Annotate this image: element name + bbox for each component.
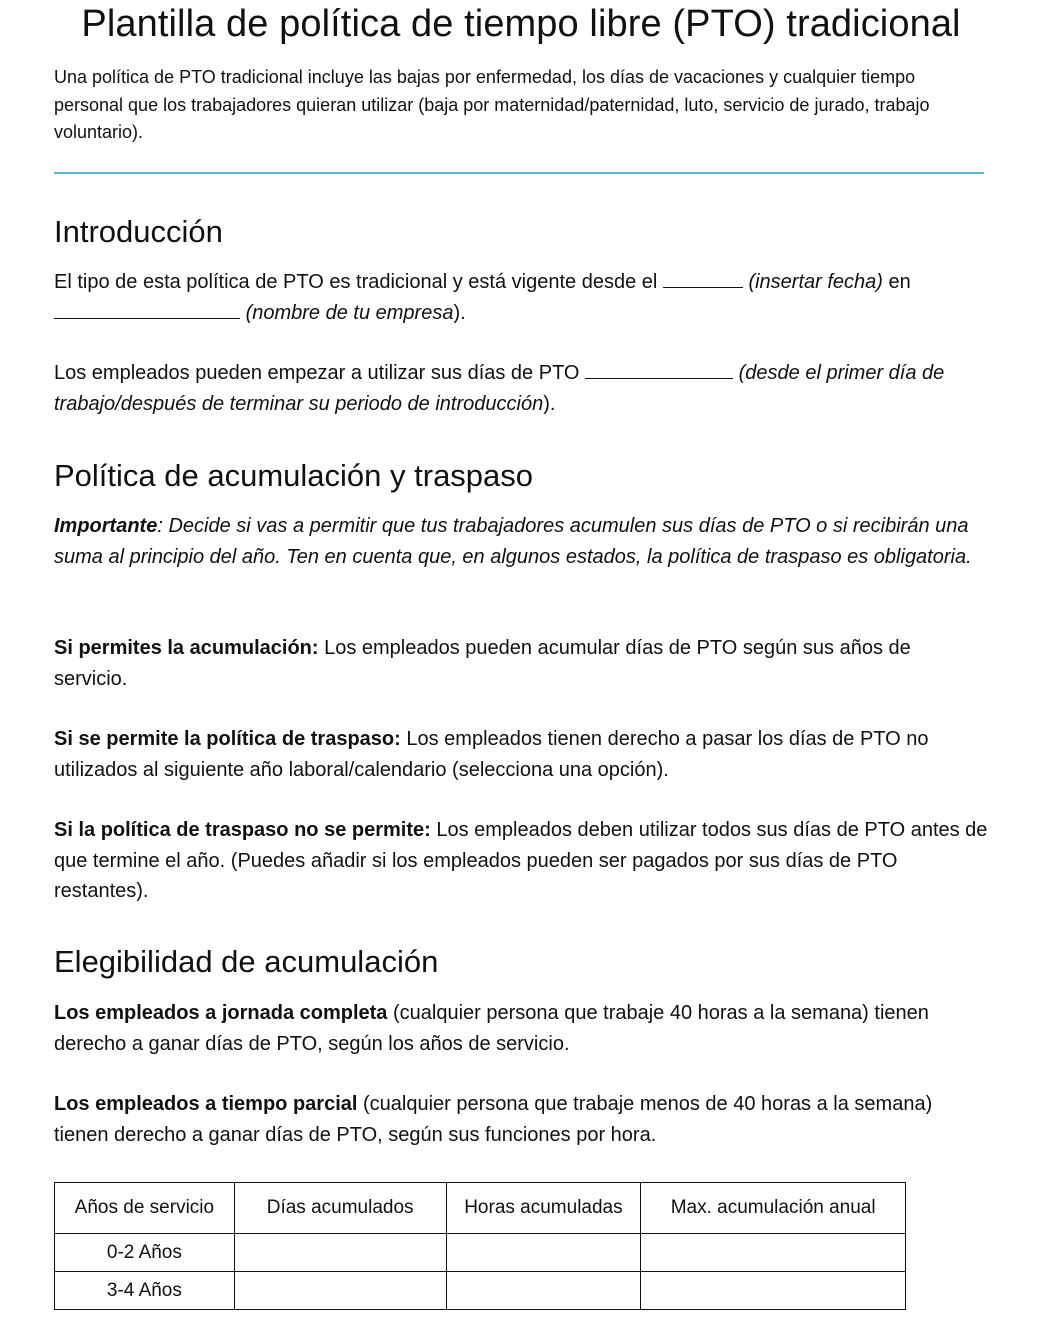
intro-p1-text-a: El tipo de esta política de PTO es tradicional y está vigente desde el — [54, 271, 658, 293]
intro-p2-hint: (desde el primer día de trabajo/después de terminar su periodo de introducción — [54, 362, 945, 415]
header-days-accrued: Días acumulados — [234, 1183, 446, 1234]
full-time-text: (cualquier persona que trabaje 40 horas a la semana) tienen derecho a ganar días de PTO, según los años de servicio. — [54, 1002, 929, 1055]
rollover-not-allowed-text: Los empleados deben utilizar todos sus días de PTO antes de que termine el año. (Puedes añadir si los empleados pueden ser pagados por sus días de PTO restantes). — [54, 819, 988, 902]
rollover-allowed-text: Los empleados tienen derecho a pasar los días de PTO no utilizados al siguiente año laboral/calendario (selecciona una opción). — [54, 728, 929, 781]
table-cell-max[interactable] — [641, 1272, 906, 1310]
intro-p1-text-b: en — [888, 271, 911, 293]
heading-acumulacion: Política de acumulación y traspaso — [54, 458, 534, 493]
table-cell-days[interactable] — [234, 1272, 446, 1310]
part-time-paragraph — [54, 1089, 989, 1150]
table-cell-max[interactable] — [641, 1234, 906, 1272]
accrual-allowed-paragraph — [54, 633, 989, 694]
rollover-not-allowed-label: Si la política de traspaso no se permite: — [54, 819, 431, 841]
important-text: : Decide si vas a permitir que tus trabajadores acumulen sus días de PTO o si recibirán una suma al principio del año. Ten en cuenta que, en algunos estados, la política de traspaso es obligatoria. — [54, 515, 972, 568]
table-cell-hours[interactable] — [446, 1234, 641, 1272]
header-max-annual-accrual: Max. acumulación anual — [641, 1183, 906, 1234]
rollover-allowed-paragraph — [54, 724, 989, 785]
intro-paragraph: Una política de PTO tradicional incluye las bajas por enfermedad, los días de vacaciones y cualquier tiempo personal que los trabajadores quieran utilizar (baja por maternidad/paternidad, luto, servicio de jurado, trabajo voluntario). — [54, 67, 930, 142]
table-cell-days[interactable] — [234, 1234, 446, 1272]
table-row — [55, 1272, 906, 1310]
section-divider — [54, 172, 984, 174]
full-time-paragraph — [54, 998, 989, 1059]
rollover-allowed-label: Si se permite la política de traspaso: — [54, 728, 401, 750]
start-blank-field[interactable] — [585, 362, 733, 379]
header-hours-accrued: Horas acumuladas — [446, 1183, 641, 1234]
intro-effective-date-paragraph — [54, 267, 989, 328]
intro-p2-text-a: Los empleados pueden empezar a utilizar sus días de PTO — [54, 362, 580, 384]
header-years-of-service: Años de servicio — [55, 1183, 235, 1234]
part-time-text: (cualquier persona que trabaje menos de 40 horas a la semana) tienen derecho a ganar días de PTO, según sus funciones por hora. — [54, 1093, 933, 1146]
intro-start-paragraph — [54, 358, 989, 419]
company-blank-field[interactable] — [54, 302, 240, 319]
table-row — [55, 1234, 906, 1272]
intro-p1-text-c: ). — [453, 301, 466, 324]
intro-p1-hint-date: (insertar fecha) — [748, 271, 883, 293]
important-note-paragraph — [54, 511, 989, 572]
table-cell-hours[interactable] — [446, 1272, 641, 1310]
table-cell-years: 0-2 Años — [55, 1234, 235, 1272]
important-label: Importante — [54, 515, 158, 537]
table-header-row — [55, 1183, 906, 1234]
accrual-table — [54, 1182, 906, 1310]
heading-elegibilidad: Elegibilidad de acumulación — [54, 944, 439, 979]
part-time-label: Los empleados a tiempo parcial — [54, 1093, 358, 1115]
date-blank-field[interactable] — [663, 271, 743, 288]
intro-p2-text-c: ). — [543, 392, 556, 415]
heading-introduccion: Introducción — [54, 214, 223, 249]
table-cell-years: 3-4 Años — [55, 1272, 235, 1310]
full-time-label: Los empleados a jornada completa — [54, 1002, 388, 1024]
page-title: Plantilla de política de tiempo libre (PTO) tradicional — [81, 3, 961, 45]
rollover-not-allowed-paragraph — [54, 815, 989, 907]
accrual-allowed-text: Los empleados pueden acumular días de PTO según sus años de servicio. — [54, 637, 911, 690]
accrual-allowed-label: Si permites la acumulación: — [54, 637, 319, 659]
intro-p1-hint-company: (nombre de tu empresa — [245, 301, 454, 324]
